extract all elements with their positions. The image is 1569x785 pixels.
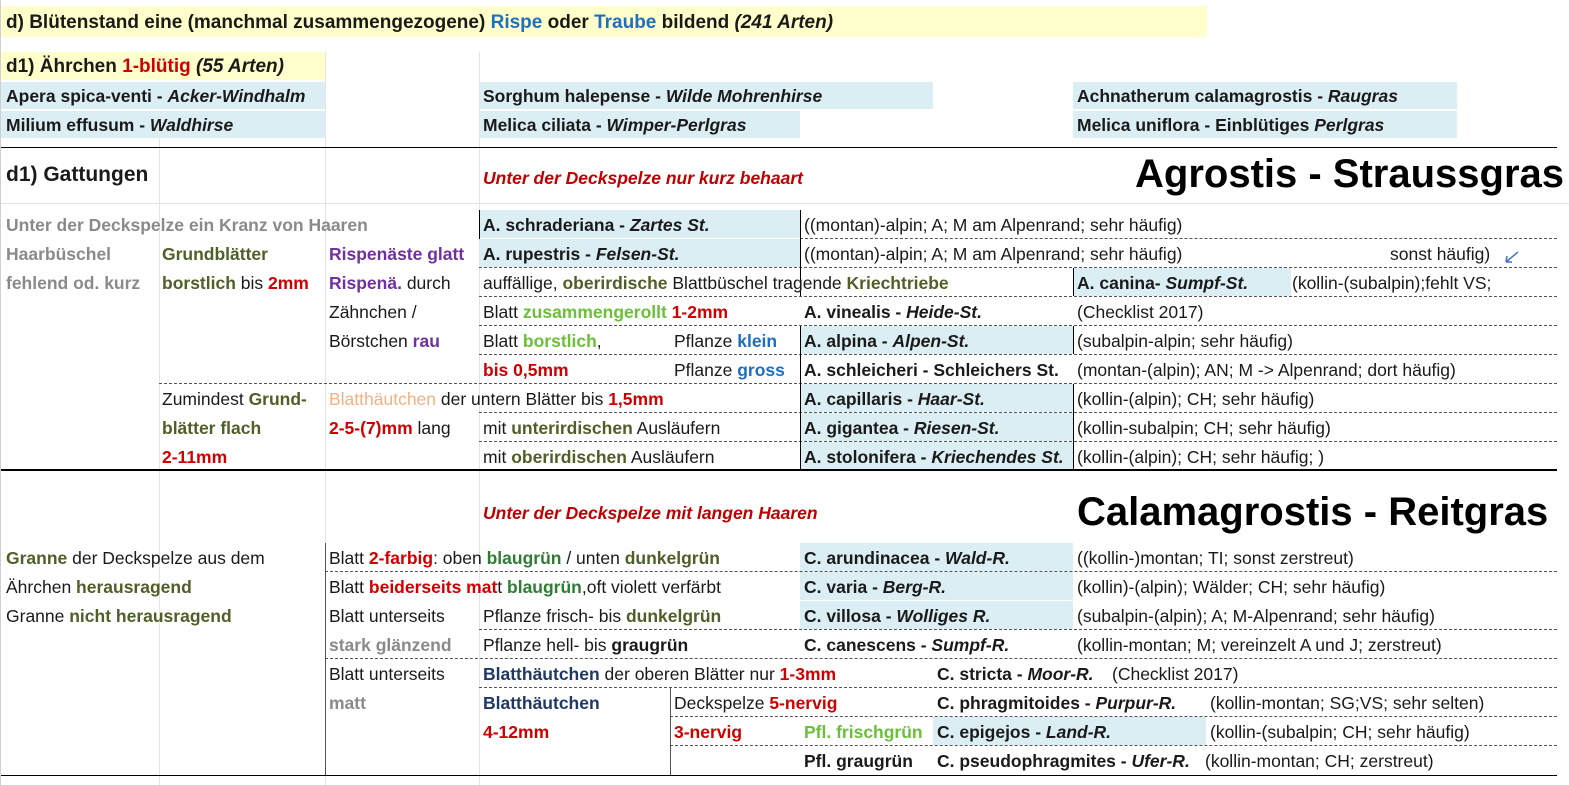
borstlich-text — [162, 271, 309, 295]
dashed — [479, 629, 1557, 630]
t: auffällige, — [483, 273, 563, 293]
species-info: (kollin-montan; M; vereinzelt A und J; zerstreut) — [1077, 635, 1442, 655]
zweifarbig-text — [329, 546, 720, 570]
vline — [1073, 326, 1074, 354]
t: blaugrün — [486, 548, 562, 568]
unterirdisch-text — [483, 416, 720, 440]
beiderseits-text — [329, 575, 721, 599]
blatthautchen-c2: Blatthäutchen — [483, 693, 600, 713]
species-cell — [804, 575, 946, 599]
separator — [0, 147, 1557, 148]
dashed — [479, 412, 1557, 413]
species-name: C. stricta - — [937, 664, 1028, 684]
species-cell: A. schleicheri - Schleichers St. — [804, 360, 1059, 380]
species-info: (kollin-(subalpin);fehlt VS; — [1292, 273, 1492, 293]
d1-label: d1) Ährchen — [6, 56, 123, 77]
t: 1,5mm — [608, 389, 664, 409]
species-info: (kollin-montan; SG;VS; sehr selten) — [1210, 693, 1485, 713]
t: , — [596, 331, 602, 351]
borstchen-text — [329, 329, 440, 353]
species-common: Purpur-R. — [1095, 693, 1177, 713]
kranz-text: Unter der Deckspelze ein Kranz von Haaren — [6, 215, 368, 235]
t: oberirdische — [562, 273, 668, 293]
unterseits-text-2: Blatt unterseits — [329, 664, 445, 684]
traube-label: Traube — [594, 12, 657, 33]
species-cell — [804, 604, 990, 628]
t: mit — [483, 447, 512, 467]
t: Ausläufern — [632, 418, 721, 438]
t: Pflanze hell- bis — [483, 635, 612, 655]
t: Blatthäutchen — [329, 389, 437, 409]
species-name: C. varia - — [804, 577, 883, 597]
t: 2-farbig — [368, 548, 434, 568]
species-name: Melica uniflora - Einblütiges — [1077, 115, 1315, 135]
rispena-durch — [329, 271, 451, 295]
species-cell — [483, 213, 710, 237]
species-name: A. capillaris - — [804, 389, 918, 409]
species-info: (kollin-(alpin); CH; sehr häufig; ) — [1077, 447, 1325, 467]
t: beiderseits mat — [368, 577, 498, 597]
species-common: Wolliges R. — [896, 606, 991, 626]
t: Rispenä. — [329, 273, 402, 293]
blatt-borstlich — [483, 329, 602, 353]
t: 2-5-(7)mm — [329, 418, 413, 438]
species-info: (subalpin-alpin; sehr häufig) — [1077, 331, 1293, 351]
nervig3-text: 3-nervig — [674, 722, 743, 742]
dashed — [479, 441, 1557, 442]
species-cell — [1077, 113, 1384, 137]
species-name: A. rupestris - — [483, 244, 596, 264]
species-name: Sorghum halepense - — [483, 86, 666, 106]
t: der Deckspelze aus dem — [67, 548, 265, 568]
deckspelze-5 — [674, 691, 837, 715]
species-common: Wimper-Perlgras — [606, 115, 747, 135]
species-name: C. epigejos - — [937, 722, 1046, 742]
t: Pflanze — [674, 360, 738, 380]
count-label: (241 Arten) — [734, 12, 834, 33]
species-common: Alpen-St. — [892, 331, 970, 351]
species-cell — [804, 416, 999, 440]
species-info: (kollin)-(alpin); Wälder; CH; sehr häufig) — [1077, 577, 1386, 597]
species-name: C. phragmitoides - — [937, 693, 1096, 713]
t: klein — [737, 331, 778, 351]
arrow-icon — [1502, 250, 1520, 266]
species-cell — [6, 113, 233, 137]
species-cell — [483, 113, 746, 137]
species-name: A. vinealis - — [804, 302, 907, 322]
pfl-grau: Pfl. graugrün — [804, 751, 913, 771]
rispenaste-glatt: Rispenäste glatt — [329, 244, 465, 264]
dashed — [479, 687, 1557, 688]
species-cell — [1077, 84, 1398, 108]
vline — [800, 326, 801, 469]
t: Pflanze frisch- bis — [483, 606, 626, 626]
species-info: (kollin-subalpin; CH; sehr häufig) — [1077, 418, 1331, 438]
species-name: Apera spica-venti - — [6, 86, 168, 106]
t: zusammengerollt — [522, 302, 667, 322]
species-common: Wilde Mohrenhirse — [665, 86, 823, 106]
species-name: A. schraderiana - — [483, 215, 630, 235]
mm257-text — [329, 416, 451, 440]
t: 1-3mm — [779, 664, 837, 684]
vline — [325, 543, 326, 775]
species-common: Raugras — [1327, 86, 1398, 106]
species-common: Sumpf-St. — [1165, 273, 1249, 293]
species-common: Waldhirse — [149, 115, 234, 135]
t: durch — [401, 273, 451, 293]
separator — [0, 0, 1, 785]
t: dunkelgrün — [625, 606, 722, 626]
bildend-label: bildend — [656, 12, 735, 33]
species-common: Wald-R. — [945, 548, 1010, 568]
species-cell — [804, 633, 1009, 657]
dashed — [670, 745, 1557, 746]
granne-nicht — [6, 604, 232, 628]
t: blaugrün — [507, 577, 582, 597]
t: Blatt — [483, 331, 523, 351]
species-name: A. gigantea - — [804, 418, 914, 438]
species-info: (kollin-montan; CH; zerstreut) — [1205, 751, 1434, 771]
t: Kriechtriebe — [846, 273, 949, 293]
agrostis-note: Unter der Deckspelze nur kurz behaart — [483, 168, 803, 188]
gattungen-heading: d1) Gattungen — [6, 163, 149, 186]
t: Blatt — [329, 548, 369, 568]
header-text-a: d) Blütenstand eine (manchmal zusammengezogene) — [6, 12, 491, 33]
einblutig-label: 1-blütig — [122, 56, 191, 77]
t: mit — [483, 418, 512, 438]
species-cell — [937, 691, 1176, 715]
t: der oberen Blätter nur — [599, 664, 780, 684]
blatt-zusam — [483, 300, 728, 324]
species-cell — [804, 300, 982, 324]
species-info: ((montan)-alpin; A; M am Alpenrand; sehr häufig) — [804, 215, 1183, 235]
species-cell — [483, 84, 822, 108]
fehlend-text: fehlend od. kurz — [6, 273, 141, 293]
dashed — [325, 571, 1557, 572]
t: 5-nervig — [769, 693, 838, 713]
t: Granne — [6, 548, 68, 568]
species-info: (montan-(alpin); AN; M -> Alpenrand; dort häufig) — [1077, 360, 1456, 380]
vline — [479, 210, 480, 239]
t: Blattbüschel tragende — [667, 273, 847, 293]
oder-label: oder — [542, 12, 595, 33]
t: Grund- — [248, 389, 307, 409]
species-common: Haar-St. — [917, 389, 985, 409]
subsection-header — [6, 55, 284, 79]
species-name: Melica ciliata - — [483, 115, 607, 135]
haarbuschel-text: Haarbüschel — [6, 244, 112, 264]
t: der untern Blätter bis — [436, 389, 609, 409]
calama-note: Unter der Deckspelze mit langen Haaren — [483, 503, 818, 523]
vline — [1073, 268, 1074, 296]
species-cell — [937, 720, 1111, 744]
glanzend-text: stark glänzend — [329, 635, 452, 655]
ahrchen-text — [6, 575, 192, 599]
unterseits-text: Blatt unterseits — [329, 606, 445, 626]
species-name: C. pseudophragmites - — [937, 751, 1132, 771]
grid-line — [479, 52, 480, 785]
dashed — [325, 658, 1557, 659]
bis-05: bis 0,5mm — [483, 360, 569, 380]
t: graugrün — [611, 635, 689, 655]
species-name: Achnatherum calamagrostis - — [1077, 86, 1328, 106]
t: 2mm — [268, 273, 309, 293]
species-info: (Checklist 2017) — [1112, 664, 1239, 684]
t: Blatt — [483, 302, 523, 322]
species-common: Acker-Windhalm — [167, 86, 306, 106]
pflanze-frisch — [483, 604, 721, 628]
dashed — [479, 354, 1557, 355]
granne-text — [6, 546, 265, 570]
t: ,oft violett verfärbt — [581, 577, 721, 597]
t: oberirdischen — [511, 447, 627, 467]
species-info: (kollin-(alpin); CH; sehr häufig) — [1077, 389, 1315, 409]
species-cell — [804, 546, 1010, 570]
species-common: Riesen-St. — [913, 418, 1000, 438]
flach-text: blätter flach — [162, 418, 262, 438]
species-cell — [804, 445, 1064, 469]
dashed — [479, 267, 1557, 268]
auffallige-text — [483, 271, 949, 295]
species-name: A. alpina - — [804, 331, 893, 351]
t: Granne — [6, 606, 70, 626]
section-header — [6, 11, 833, 35]
pflanze-hell — [483, 633, 688, 657]
grid-line — [0, 203, 1569, 204]
t: Blatt — [329, 577, 369, 597]
t: herausragend — [76, 577, 192, 597]
species-info: ((montan)-alpin; A; M am Alpenrand; sehr häufig) — [804, 244, 1183, 264]
species-common: Land-R. — [1045, 722, 1112, 742]
t: nicht herausragend — [69, 606, 232, 626]
species-cell — [6, 84, 305, 108]
blatthautchen-c — [483, 662, 836, 686]
t: Pflanze — [674, 331, 738, 351]
species-common: Zartes St. — [629, 215, 710, 235]
t: t — [497, 577, 508, 597]
dashed — [479, 296, 1557, 297]
species-cell — [1077, 271, 1248, 295]
t: rau — [412, 331, 440, 351]
species-common: Perlgras — [1314, 115, 1385, 135]
t: lang — [412, 418, 451, 438]
dashed — [159, 383, 1557, 384]
separator — [0, 469, 1557, 471]
oberirdisch-text — [483, 445, 715, 469]
dashed — [479, 325, 1557, 326]
species-common: Sumpf-R. — [931, 635, 1010, 655]
t: Zumindest — [162, 389, 249, 409]
dashed — [670, 716, 1557, 717]
t: : oben — [433, 548, 487, 568]
species-name: C. villosa - — [804, 606, 897, 626]
d1-count: (55 Arten) — [190, 56, 284, 77]
species-common: Kriechendes St. — [931, 447, 1064, 467]
species-common: Ufer-R. — [1131, 751, 1190, 771]
species-common: Heide-St. — [906, 302, 982, 322]
mm211-text: 2-11mm — [162, 447, 228, 467]
species-cell — [804, 329, 969, 353]
mm412-text: 4-12mm — [483, 722, 550, 742]
sonst-haufig: sonst häufig) — [1390, 244, 1491, 264]
zahnchen-text: Zähnchen / — [329, 302, 417, 322]
dashed — [800, 238, 1557, 239]
vline — [1073, 384, 1074, 469]
species-name: A. stolonifera - — [804, 447, 932, 467]
species-info: (Checklist 2017) — [1077, 302, 1204, 322]
t: Ährchen — [6, 577, 77, 597]
t: Blatthäutchen — [483, 664, 600, 684]
separator — [0, 775, 1557, 776]
species-common: Felsen-St. — [595, 244, 680, 264]
species-name: Milium effusum - — [6, 115, 150, 135]
species-common: Berg-R. — [882, 577, 946, 597]
agrostis-title: Agrostis - Straussgras — [1135, 152, 1565, 196]
pflanze-klein — [674, 329, 777, 353]
species-name: A. canina- — [1077, 273, 1166, 293]
t: dunkelgrün — [624, 548, 720, 568]
species-cell — [937, 749, 1190, 773]
t: borstlich — [162, 273, 236, 293]
vline — [670, 688, 671, 775]
species-cell — [483, 242, 679, 266]
species-common: Moor-R. — [1027, 664, 1094, 684]
calama-title: Calamagrostis - Reitgras — [1077, 490, 1549, 534]
species-name: C. arundinacea - — [804, 548, 946, 568]
t: bis — [235, 273, 269, 293]
t: / unten — [561, 548, 625, 568]
pfl-frisch: Pfl. frischgrün — [804, 722, 923, 742]
t: Börstchen — [329, 331, 413, 351]
species-info: (subalpin-(alpin); A; M-Alpenrand; sehr häufig) — [1077, 606, 1435, 626]
t: borstlich — [522, 331, 597, 351]
matt-text: matt — [329, 693, 366, 713]
species-name: C. canescens - — [804, 635, 932, 655]
blatthautchen-text — [329, 387, 664, 411]
t: unterirdischen — [511, 418, 633, 438]
t: gross — [737, 360, 785, 380]
t: Ausläufern — [626, 447, 715, 467]
species-cell — [804, 387, 985, 411]
pflanze-gross — [674, 358, 785, 382]
species-info: (kollin-(subalpin; CH; sehr häufig) — [1210, 722, 1470, 742]
species-cell — [937, 662, 1094, 686]
grundblatter-text: Grundblätter — [162, 244, 268, 264]
rispe-label: Rispe — [490, 12, 543, 33]
species-info: ((kollin-)montan; TI; sonst zerstreut) — [1077, 548, 1354, 568]
t: Deckspelze — [674, 693, 770, 713]
zumindest-text — [162, 387, 307, 411]
t: 1-2mm — [666, 302, 729, 322]
